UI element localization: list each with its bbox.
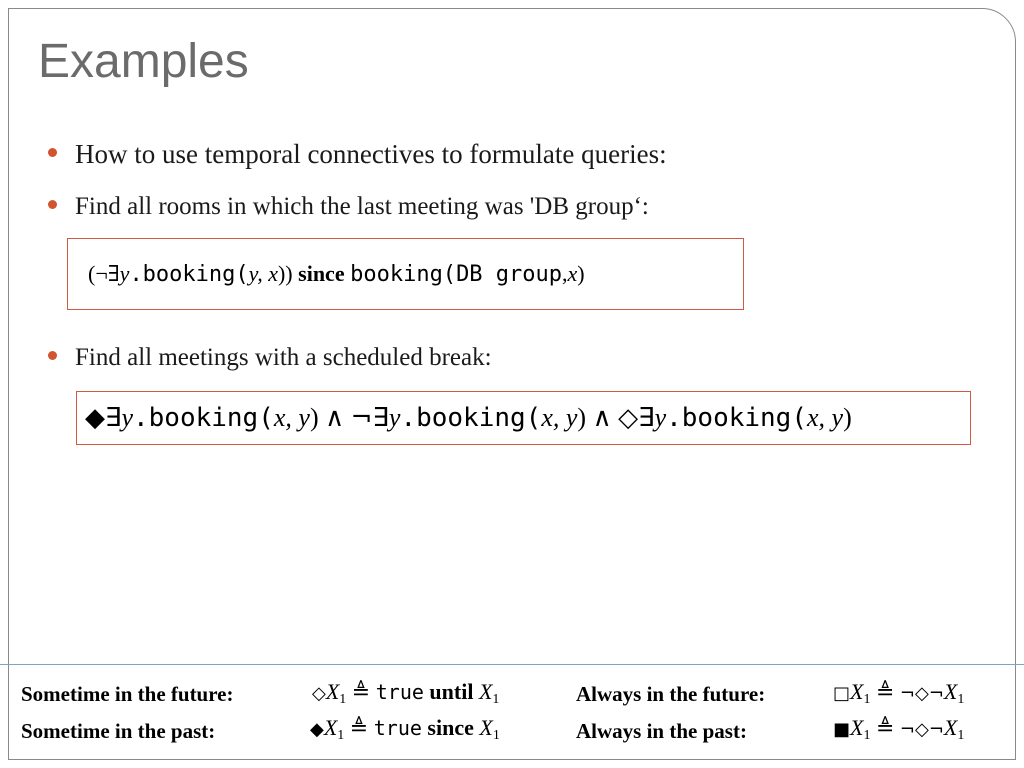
definition-label: Sometime in the future: [21, 682, 234, 706]
definition-label: Always in the past: [576, 719, 747, 743]
formula-var: X [323, 715, 338, 740]
formula-var: X [943, 715, 958, 740]
bullet-text: How to use temporal connectives to formulate queries: [75, 139, 667, 169]
formula-var: X [850, 715, 864, 740]
formula-subscript: 1 [957, 692, 965, 707]
formula-predicate: .booking( [132, 403, 274, 433]
definition-equals: ≜ [875, 716, 895, 741]
formula-var: X [325, 679, 340, 704]
filled-diamond-icon: ◆ [310, 719, 324, 740]
formula-operator: ¬◇¬ [899, 719, 944, 740]
bullet-item [48, 345, 492, 370]
formula-subscript: 1 [957, 728, 965, 743]
formula-symbol: , [562, 261, 568, 286]
slide-frame [8, 8, 1016, 760]
formula-subscript: 1 [492, 728, 500, 743]
formula-subscript: 1 [863, 728, 871, 743]
formula-subscript: 1 [492, 692, 500, 707]
box-icon: □ [833, 683, 851, 704]
bullet-dot [48, 200, 57, 209]
definition-equals: ≜ [351, 680, 371, 705]
formula-subscript: 1 [339, 692, 347, 707]
formula-args: x, y [541, 403, 578, 432]
formula-symbol: ) [577, 403, 587, 432]
bullet-dot [48, 148, 57, 157]
formula-args: x, y [807, 403, 844, 432]
formula-operator: ∧ [586, 403, 619, 432]
formula-var: X [850, 679, 864, 704]
bullet-item [48, 194, 649, 219]
bullet-text: Find all meetings with a scheduled break: [75, 344, 492, 371]
formula-var: X [479, 715, 493, 740]
diamond-icon: ◇ [312, 683, 326, 704]
definition-formula [312, 679, 499, 705]
formula-break-box [76, 391, 971, 445]
formula-subscript: 1 [337, 728, 345, 743]
formula-predicate: .booking( [129, 261, 249, 287]
formula-var: x [567, 261, 578, 286]
formula-keyword: since [427, 715, 474, 740]
formula-symbol: )) [277, 261, 293, 286]
formula-operator: ∧ [318, 403, 351, 432]
definition-formula [833, 715, 964, 741]
bullet-text: Find all rooms in which the last meeting was 'DB group‘: [75, 193, 649, 220]
formula-var: y [388, 403, 401, 432]
formula-var: X [478, 679, 493, 704]
formula-args: y, x [248, 261, 278, 286]
filled-box-icon: ■ [833, 719, 851, 740]
definition-formula [310, 715, 500, 741]
footer-divider [0, 664, 1024, 665]
formula-symbol: ◆∃ [85, 403, 122, 433]
formula-since-box [67, 238, 744, 310]
formula-subscript: 1 [863, 692, 871, 707]
formula-predicate: .booking( [400, 403, 542, 433]
formula-keyword: until [429, 679, 474, 704]
formula-symbol: ) [577, 261, 585, 286]
formula-var: y [121, 403, 133, 432]
formula-var: y [654, 403, 667, 432]
slide-title: Examples [38, 35, 249, 88]
formula-symbol: (¬∃ [88, 261, 120, 286]
formula-var: y [119, 261, 130, 286]
definition-label: Always in the future: [576, 682, 766, 706]
formula-symbol: ) [309, 403, 319, 432]
formula-predicate: booking( [350, 261, 457, 287]
formula-args: x, y [273, 403, 310, 432]
formula-constant: true [373, 716, 422, 740]
formula-symbol: ) [843, 403, 852, 432]
definition-equals: ≜ [349, 716, 369, 741]
formula-predicate: .booking( [666, 403, 807, 433]
bullet-item [48, 141, 667, 168]
definition-equals: ≜ [875, 680, 895, 705]
formula-keyword: since [298, 261, 345, 286]
formula-symbol: ¬∃ [350, 403, 389, 433]
definition-label: Sometime in the past: [21, 719, 216, 743]
formula-var: X [943, 679, 958, 704]
formula-constant: DB group [456, 261, 563, 287]
formula-symbol: ◇∃ [618, 403, 655, 433]
formula-operator: ¬◇¬ [899, 683, 944, 704]
formula-constant: true [375, 680, 424, 704]
bullet-dot [48, 351, 57, 360]
definition-formula [833, 679, 964, 705]
